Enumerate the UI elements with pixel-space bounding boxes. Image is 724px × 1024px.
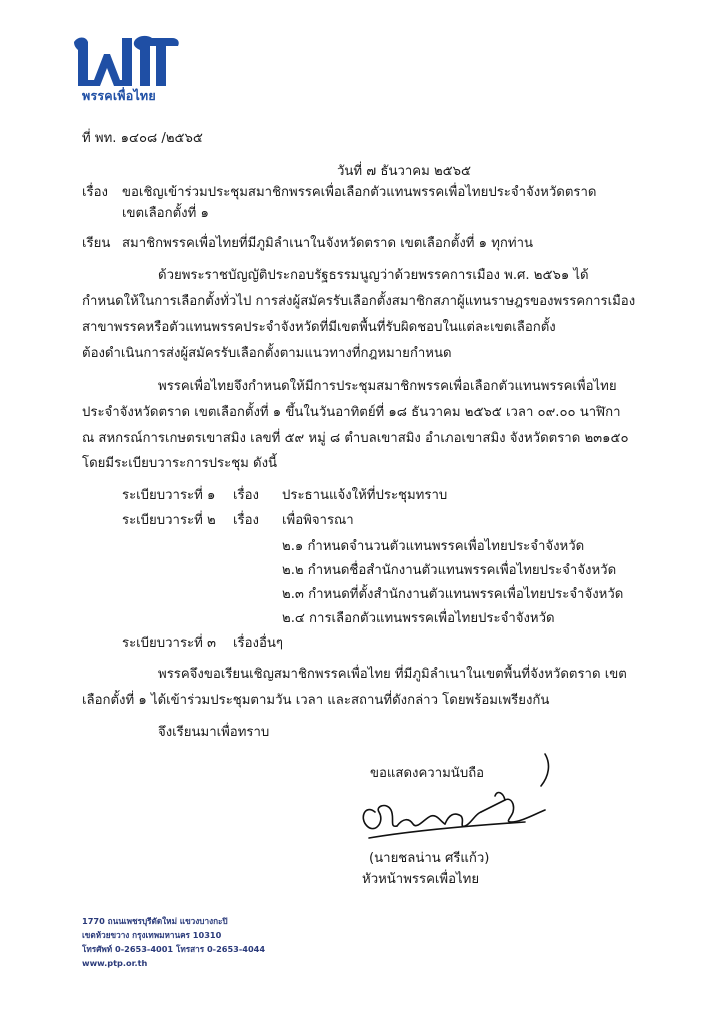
subject-line-2: เขตเลือกตั้งที่ ๑ <box>122 206 209 221</box>
paragraph-2-line: พรรคเพื่อไทยจึงกำหนดให้มีการประชุมสมาชิกพรรคเพื่อเลือกตัวแทนพรรคเพื่อไทย <box>158 379 617 394</box>
regards-line: ขอแสดงความนับถือ <box>370 766 485 781</box>
agenda-subitem: ๒.๑ กำหนดจำนวนตัวแทนพรรคเพื่อไทยประจำจังหวัด <box>282 539 585 554</box>
paragraph-1-line: กำหนดให้ในการเลือกตั้งทั่วไป การส่งผู้สมัครรับเลือกตั้งสมาชิกสภาผู้แทนราษฎรของพรรคการเมือง <box>82 294 636 309</box>
salutation-label: เรียน <box>82 236 111 251</box>
agenda-item-3-label: ระเบียบวาระที่ ๓ <box>122 636 217 651</box>
paragraph-1-line: สาขาพรรคหรือตัวแทนพรรคประจำจังหวัดที่มีเขตพื้นที่รับผิดชอบในแต่ละเขตเลือกตั้ง <box>82 320 556 335</box>
agenda-item-1-subject-label: เรื่อง <box>233 488 259 503</box>
agenda-item-2-subject-label: เรื่อง <box>233 513 259 528</box>
agenda-item-2-label: ระเบียบวาระที่ ๒ <box>122 513 216 528</box>
agenda-subitem: ๒.๓ กำหนดที่ตั้งสำนักงานตัวแทนพรรคเพื่อไทยประจำจังหวัด <box>282 587 624 602</box>
party-logo-name: พรรคเพื่อไทย <box>82 88 156 103</box>
footer-line: 1770 ถนนเพชรบุรีตัดใหม่ แขวงบางกะปิ <box>82 916 228 926</box>
closing-line: จึงเรียนมาเพื่อทราบ <box>158 725 270 740</box>
signer-title: หัวหน้าพรรคเพื่อไทย <box>362 872 480 887</box>
agenda-item-2-text: เพื่อพิจารณา <box>282 513 354 528</box>
paragraph-2-line: ประจำจังหวัดตราด เขตเลือกตั้งที่ ๑ ขึ้นในวันอาทิตย์ที่ ๑๘ ธันวาคม ๒๕๖๕ เวลา ๐๙.๐๐ นาฬิกา <box>82 405 621 420</box>
footer-website-link[interactable]: www.ptp.or.th <box>82 958 148 968</box>
paragraph-1-line: ต้องดำเนินการส่งผู้สมัครรับเลือกตั้งตามแนวทางที่กฎหมายกำหนด <box>82 346 452 361</box>
agenda-item-1-label: ระเบียบวาระที่ ๑ <box>122 488 216 503</box>
footer-line: เขตห้วยขวาง กรุงเทพมหานคร 10310 <box>82 930 222 940</box>
reference-number: ที่ พท. ๑๔๐๘ /๒๕๖๕ <box>82 131 203 146</box>
paragraph-2-line: ณ สหกรณ์การเกษตรเขาสมิง เลขที่ ๕๙ หมู่ ๘ ตำบลเขาสมิง อำเภอเขาสมิง จังหวัดตราด ๒๓๑๕๐ <box>82 431 629 446</box>
agenda-item-3-text: เรื่องอื่นๆ <box>233 636 283 651</box>
agenda-subitem: ๒.๒ กำหนดชื่อสำนักงานตัวแทนพรรคเพื่อไทยประจำจังหวัด <box>282 563 617 578</box>
footer-address <box>82 914 265 970</box>
paragraph-2-line: โดยมีระเบียบวาระการประชุม ดังนี้ <box>82 456 278 471</box>
agenda-item-1-text: ประธานแจ้งให้ที่ประชุมทราบ <box>282 488 448 503</box>
paragraph-3-line: พรรคจึงขอเรียนเชิญสมาชิกพรรคเพื่อไทย ที่มีภูมิลำเนาในเขตพื้นที่จังหวัดตราด เขต <box>158 667 627 682</box>
subject-label: เรื่อง <box>82 185 108 200</box>
letter-date: วันที่ ๗ ธันวาคม ๒๕๖๕ <box>337 164 472 179</box>
salutation-text: สมาชิกพรรคเพื่อไทยที่มีภูมิลำเนาในจังหวัดตราด เขตเลือกตั้งที่ ๑ ทุกท่าน <box>122 236 534 251</box>
subject-line-1: ขอเชิญเข้าร่วมประชุมสมาชิกพรรคเพื่อเลือกตัวแทนพรรคเพื่อไทยประจำจังหวัดตราด <box>122 185 597 200</box>
paragraph-1-line: ด้วยพระราชบัญญัติประกอบรัฐธรรมนูญว่าด้วยพรรคการเมือง พ.ศ. ๒๕๖๑ ได้ <box>158 268 589 283</box>
footer-line: โทรศัพท์ 0-2653-4001 โทรสาร 0-2653-4044 <box>82 944 266 954</box>
signer-name: (นายชลน่าน ศรีแก้ว) <box>369 851 490 866</box>
agenda-subitem: ๒.๔ การเลือกตัวแทนพรรคเพื่อไทยประจำจังหวัด <box>282 611 555 626</box>
paragraph-3-line: เลือกตั้งที่ ๑ ได้เข้าร่วมประชุมตามวัน เวลา และสถานที่ดังกล่าว โดยพร้อมเพรียงกัน <box>82 693 550 708</box>
handwritten-signature <box>345 752 575 852</box>
